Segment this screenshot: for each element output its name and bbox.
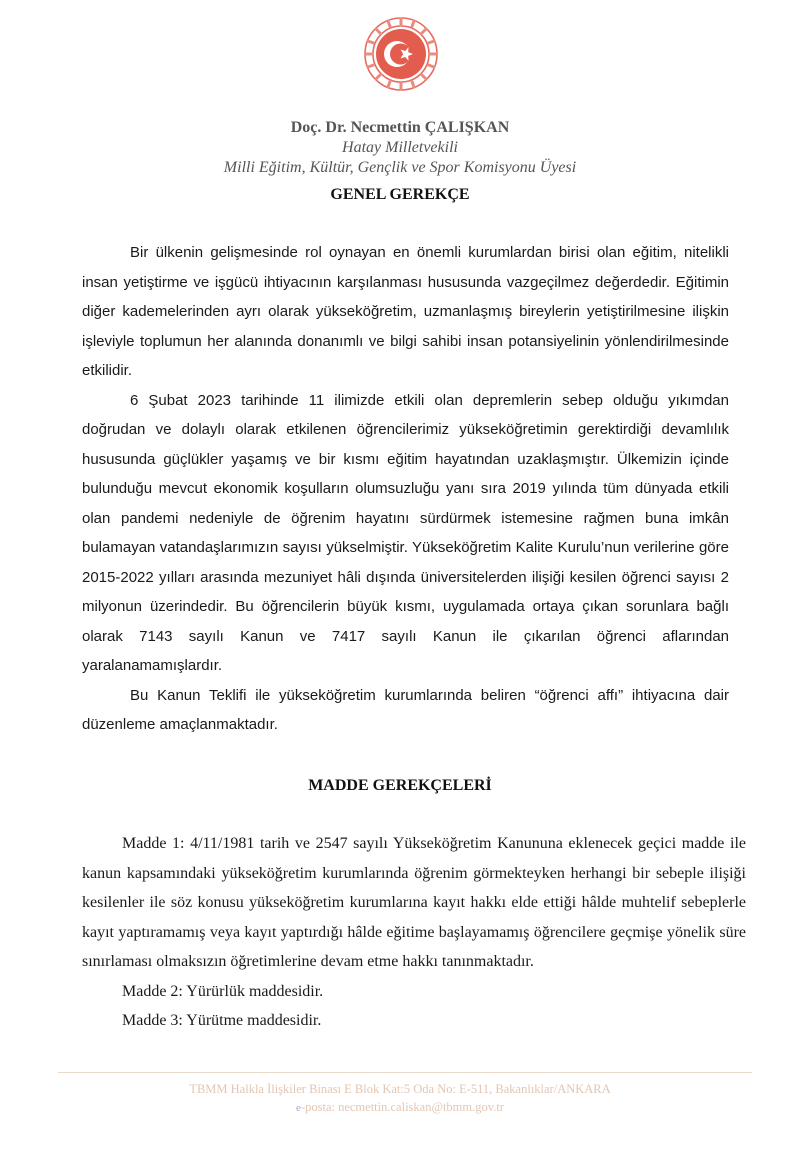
- general-rationale-title: GENEL GEREKÇE: [330, 186, 470, 203]
- email-icon: e: [296, 1102, 301, 1114]
- article-paragraph: Madde 3: Yürütme maddesidir.: [122, 1012, 322, 1029]
- article-paragraph: Madde 1: 4/11/1981 tarih ve 2547 sayılı Yükseköğretim Kanununa eklenecek geçici madde ile kanun kapsamındaki yükseköğretim kurumlarında öğrenim görmekteyken herhangi bir sebeple ilişiği kesilenler ile söz konusu yükseköğretim kurumlarına kayıt hakkı elde ettiği hâlde muhtelif sebeplerle kayıt yaptıramamış veya kayıt yaptırdığı hâlde eğitime başlayamamış öğrencilere geçmişe yönelik süre sınırlaması olmaksızın öğretimlerine devam etme hakkı tanınmaktadır.: [82, 835, 746, 970]
- footer-email-line: [0, 1098, 800, 1117]
- author-committee: Milli Eğitim, Kültür, Gençlik ve Spor Komisyonu Üyesi: [223, 159, 577, 176]
- article-rationale-title: MADDE GEREKÇELERİ: [308, 777, 492, 794]
- paragraph: Bir ülkenin gelişmesinde rol oynayan en önemli kurumlardan birisi olan eğitim, nitelikli insan yetiştirme ve işgücü ihtiyacının karşılanması hususunda vazgeçilmez değerdedir. Eğitimin diğer kademelerinden ayrı olarak yükseköğretim, uzmanlaşmış bireylerin yetiştirilmesine ilişkin işleviyle toplumun her alanında donanımlı ve bilgi sahibi insan potansiyelinin yönlendirilmesinde etkilidir.: [82, 244, 729, 379]
- article-paragraph: Madde 2: Yürürlük maddesidir.: [122, 982, 324, 1000]
- paragraph: 6 Şubat 2023 tarihinde 11 ilimizde etkili olan depremlerin sebep olduğu yıkımdan doğrudan ve dolaylı olarak etkilenen öğrencilerimiz yükseköğretimin gerektirdiği devamlılık hususunda güçlükler yaşamış ve bir kısmı eğitim hayatından uzaklaşmıştır. Ülkemizin içinde bulunduğu mevcut ekonomik koşulların olumsuzluğu yanı sıra 2019 yılında tüm dünyada etkili olan pandemi nedeniyle de öğrenim hayatını sürdürmek istemesine rağmen buna imkân bulamayan vatandaşlarımızın sayısı yükselmiştir. Yükseköğretim Kalite Kurulu’nun verilerine göre 2015-2022 yılları arasında mezuniyet hâli dışında üniversitelerden ilişiği kesilen öğrenci sayısı 2 milyonun üzerindedir. Bu öğrencilerin büyük kısmı, uygulamada ortaya çıkan sorunlara bağlı olarak 7143 sayılı Kanun ve 7417 sayılı Kanun ile çıkarılan öğrenci aflarından yaralanamamışlardır.: [82, 391, 729, 674]
- general-rationale-body: [82, 238, 729, 740]
- author-name: Doç. Dr. Necmettin ÇALIŞKAN: [290, 119, 510, 136]
- author-role: Hatay Milletvekili: [342, 139, 458, 156]
- author-header: [0, 118, 800, 178]
- footer-address: TBMM Halkla İlişkiler Binası E Blok Kat:5 Oda No: E-511, Bakanlıklar/ANKARA: [189, 1082, 611, 1096]
- tbmm-logo-icon: [361, 14, 441, 94]
- paragraph: Bu Kanun Teklifi ile yükseköğretim kurumlarında beliren “öğrenci affı” ihtiyacına dair düzenleme amaçlanmaktadır.: [82, 686, 729, 733]
- footer: [0, 1080, 800, 1117]
- article-rationale-body: [82, 829, 746, 1036]
- footer-divider: [58, 1072, 752, 1073]
- footer-email: -posta: necmettin.caliskan@tbmm.gov.tr: [300, 1100, 504, 1114]
